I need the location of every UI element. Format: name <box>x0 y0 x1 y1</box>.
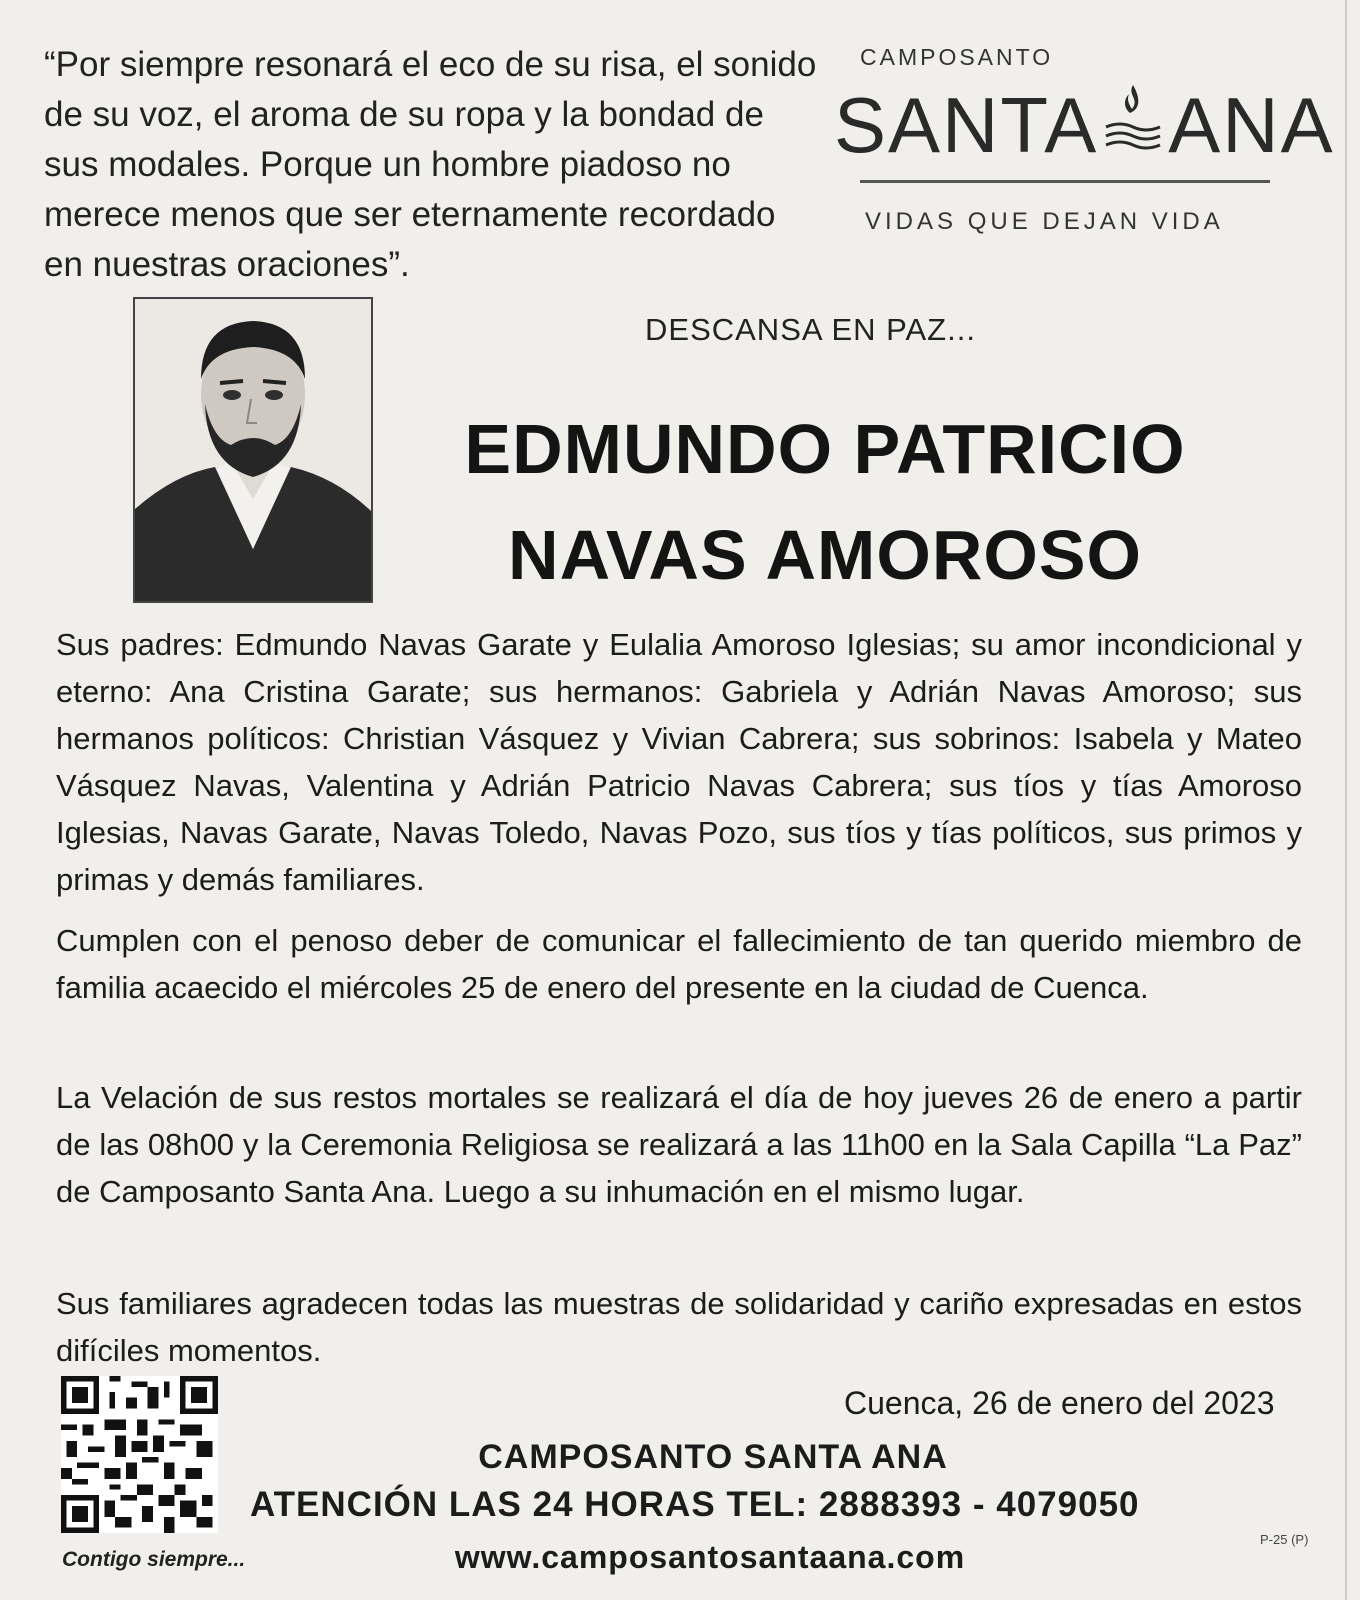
print-code: P-25 (P) <box>1260 1532 1309 1547</box>
date-line: Cuenca, 26 de enero del 2023 <box>844 1385 1275 1421</box>
memorial-quote: “Por siempre resonará el eco de su risa, el sonido de su voz, el aroma de su ropa y la bondad de sus modales. Porque un hombre piadoso no merece menos que ser eternamente recordado en nuestras oraciones”. <box>44 45 817 284</box>
footer-phone: ATENCIÓN LAS 24 HORAS TEL: 2888393 - 4079050 <box>250 1485 1140 1524</box>
deceased-portrait <box>133 297 373 603</box>
family-paragraph: Sus padres: Edmundo Navas Garate y Eulalia Amoroso Iglesias; su amor incondicional y eterno: Ana Cristina Garate; sus hermanos: Gabriela y Adrián Navas Amoroso; sus hermanos políticos: Christian Vásquez y Vivian Cabrera; sus sobrinos: Isabela y Mateo Vásquez Navas, Valentina y Adrián Patricio Navas Cabrera; sus tíos y tías Amoroso Iglesias, Navas Garate, Navas Toledo, Navas Pozo, sus tíos y tías políticos, sus primos y primas y demás familiares. <box>56 627 1302 897</box>
logo-top-text: CAMPOSANTO <box>860 44 1054 70</box>
footer-website: www.camposantosantaana.com <box>454 1539 966 1575</box>
announcement-paragraph: Cumplen con el penoso deber de comunicar el fallecimiento de tan querido miembro de familia acaecido el miércoles 25 de enero del presente en la ciudad de Cuenca. <box>56 923 1302 1005</box>
camposanto-logo <box>834 40 1335 250</box>
deceased-name-line2: NAVAS AMOROSO <box>508 516 1142 594</box>
logo-wordmark-right: ANA <box>1168 81 1335 169</box>
wake-details-paragraph: La Velación de sus restos mortales se realizará el día de hoy jueves 26 de enero a partir de las 08h00 y la Ceremonia Religiosa se realizará a las 11h00 en la Sala Capilla “La Paz” de Camposanto Santa Ana. Luego a su inhumación en el mismo lugar. <box>56 1080 1302 1209</box>
gratitude-paragraph: Sus familiares agradecen todas las muestras de solidaridad y cariño expresadas en estos difíciles momentos. <box>56 1286 1302 1368</box>
portrait-image <box>135 299 371 601</box>
logo-wordmark <box>834 80 1335 171</box>
deceased-name <box>380 396 1270 608</box>
flame-waves-icon <box>1100 81 1166 171</box>
deceased-name-line1: EDMUNDO PATRICIO <box>464 410 1186 488</box>
footer-company: CAMPOSANTO SANTA ANA <box>478 1438 948 1476</box>
rest-in-peace-heading: DESCANSA EN PAZ... <box>645 312 976 347</box>
qr-caption: Contigo siempre... <box>62 1548 246 1571</box>
logo-wordmark-left: SANTA <box>834 81 1099 169</box>
logo-tagline: VIDAS QUE DEJAN VIDA <box>865 208 1224 235</box>
logo-divider <box>860 180 1270 183</box>
page-edge <box>1345 0 1347 1600</box>
